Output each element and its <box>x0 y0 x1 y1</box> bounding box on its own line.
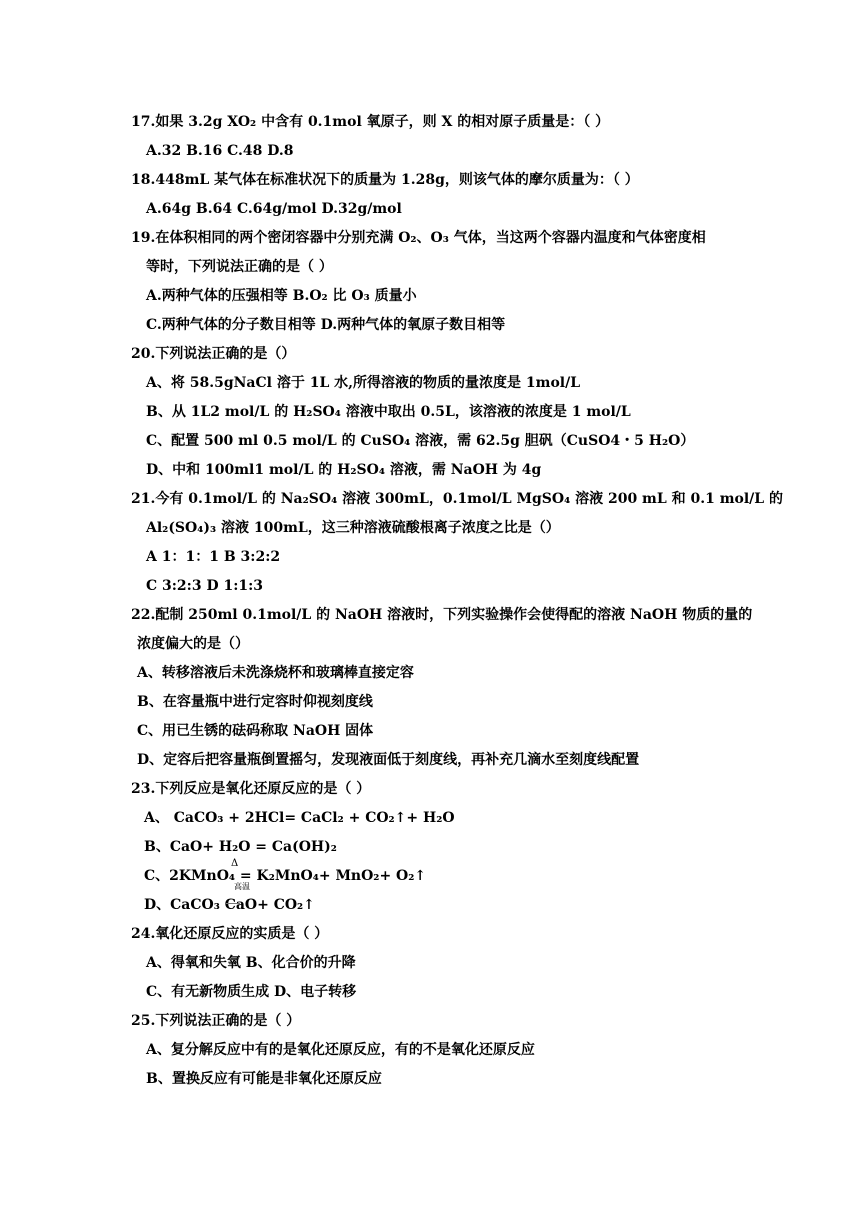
q19-options-cd: C.两种气体的分子数目相等 D.两种气体的氧原子数目相等 <box>146 317 506 333</box>
q20-stem: 20.下列说法正确的是（） <box>131 346 296 362</box>
q25-option-a: A、复分解反应中有的是氧化还原反应，有的不是氧化还原反应 <box>146 1042 535 1058</box>
q22-option-c: C、用已生锈的砝码称取 NaOH 固体 <box>137 723 374 739</box>
q19-options-ab: A.两种气体的压强相等 B.O₂ 比 O₃ 质量小 <box>146 288 417 304</box>
q24-options-cd: C、有无新物质生成 D、电子转移 <box>146 984 357 1000</box>
q19-stem-line2: 等时，下列说法正确的是（ ） <box>146 259 333 275</box>
q22-option-a: A、转移溶液后未洗涤烧杯和玻璃棒直接定容 <box>137 665 414 681</box>
q20-option-b: B、从 1L2 mol/L 的 H₂SO₄ 溶液中取出 0.5L，该溶液的浓度是 1 mol/L <box>146 404 631 420</box>
q24-options-ab: A、得氧和失氧 B、化合价的升降 <box>146 955 356 971</box>
q21-stem-line2: Al₂(SO₄)₃ 溶液 100mL，这三种溶液硫酸根离子浓度之比是（） <box>146 520 560 536</box>
q20-option-c: C、配置 500 ml 0.5 mol/L 的 CuSO₄ 溶液，需 62.5g 胆矾（CuSO4・5 H₂O） <box>146 433 695 449</box>
q22-option-d: D、定容后把容量瓶倒置摇匀，发现液面低于刻度线，再补充几滴水至刻度线配置 <box>137 752 640 768</box>
q20-option-a: A、将 58.5gNaCl 溶于 1L 水,所得溶液的物质的量浓度是 1mol/L <box>146 375 581 391</box>
q23-stem: 23.下列反应是氧化还原反应的是（ ） <box>131 781 371 797</box>
q18-stem: 18.448mL 某气体在标准状况下的质量为 1.28g，则该气体的摩尔质量为：（ ） <box>131 172 639 188</box>
q23-option-d: D、CaCO₃ CaO+ CO₂↑ <box>144 897 315 913</box>
condition-line <box>226 903 240 904</box>
q18-options: A.64g B.64 C.64g/mol D.32g/mol <box>146 201 402 217</box>
q22-option-b: B、在容量瓶中进行定容时仰视刻度线 <box>137 694 373 710</box>
q17-stem: 17.如果 3.2g XO₂ 中含有 0.1mol 氧原子，则 X 的相对原子质量是：（ ） <box>131 114 610 130</box>
q22-stem-line2: 浓度偏大的是（） <box>137 636 249 652</box>
q22-stem-line1: 22.配制 250ml 0.1mol/L 的 NaOH 溶液时，下列实验操作会使得配的溶液 NaOH 物质的量的 <box>131 607 753 623</box>
q24-stem: 24.氧化还原反应的实质是（ ） <box>131 926 329 942</box>
delta-symbol: Δ <box>231 858 239 869</box>
q23-option-b: B、CaO+ H₂O = Ca(OH)₂ <box>144 839 337 855</box>
q20-option-d: D、中和 100ml1 mol/L 的 H₂SO₄ 溶液，需 NaOH 为 4g <box>146 462 542 478</box>
gaowen-label: 高温 <box>234 882 250 891</box>
q25-option-b: B、置换反应有可能是非氧化还原反应 <box>146 1071 382 1087</box>
q23-option-a: A、 CaCO₃ + 2HCl= CaCl₂ + CO₂↑+ H₂O <box>144 810 455 826</box>
q21-stem-line1: 21.今有 0.1mol/L 的 Na₂SO₄ 溶液 300mL，0.1mol/L MgSO₄ 溶液 200 mL 和 0.1 mol/L 的 <box>131 491 783 507</box>
q21-options-ab: A 1：1：1 B 3:2:2 <box>146 549 281 565</box>
q23-option-c: C、2KMnO₄ = K₂MnO₄+ MnO₂+ O₂↑ <box>144 868 427 884</box>
q19-stem-line1: 19.在体积相同的两个密闭容器中分别充满 O₂、O₃ 气体，当这两个容器内温度和气体密度相 <box>131 230 706 246</box>
q21-options-cd: C 3:2:3 D 1:1:3 <box>146 578 264 594</box>
q25-stem: 25.下列说法正确的是（ ） <box>131 1013 301 1029</box>
q17-options: A.32 B.16 C.48 D.8 <box>146 143 294 159</box>
